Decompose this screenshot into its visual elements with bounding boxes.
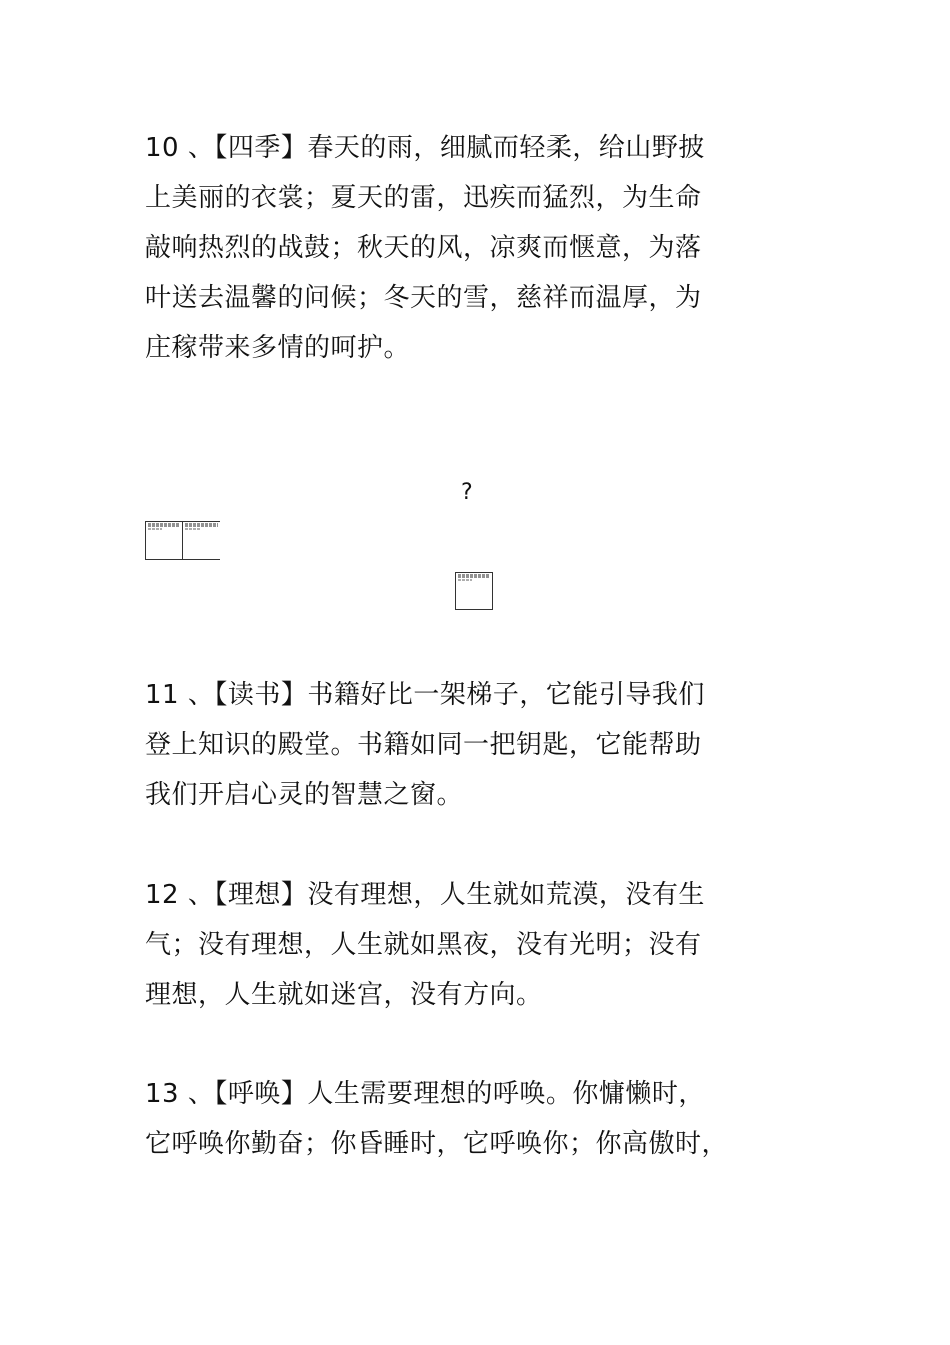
paragraph-11	[145, 670, 745, 820]
text-line: 13 、【呼唤】人生需要理想的呼唤。你慵懒时，	[145, 1079, 705, 1109]
thumbnail-text-mark	[458, 574, 490, 578]
paragraph-10	[145, 123, 745, 373]
text-line: 敲响热烈的战鼓；秋天的风，凉爽而惬意，为落	[145, 233, 702, 263]
thumbnail-box	[182, 521, 220, 560]
paragraph-12	[145, 870, 745, 1020]
text-line: 我们开启心灵的智慧之窗。	[145, 780, 464, 810]
thumbnail-box	[455, 572, 493, 610]
thumbnail-text-mark	[458, 579, 472, 581]
thumbnail-text-mark	[148, 528, 162, 530]
thumbnail-text-mark	[148, 523, 180, 527]
text-line: 叶送去温馨的问候；冬天的雪，慈祥而温厚，为	[145, 283, 702, 313]
question-mark: ?	[461, 480, 473, 505]
paragraph-13	[145, 1069, 745, 1169]
text-line: 上美丽的衣裳；夏天的雷，迅疾而猛烈，为生命	[145, 183, 702, 213]
thumbnail-text-mark	[185, 528, 200, 530]
thumbnail-box	[145, 521, 183, 560]
text-line: 登上知识的殿堂。书籍如同一把钥匙，它能帮助	[145, 730, 702, 760]
text-line: 它呼唤你勤奋；你昏睡时，它呼唤你；你高傲时，	[145, 1129, 729, 1159]
text-line: 庄稼带来多情的呵护。	[145, 333, 411, 363]
thumbnail-text-mark	[185, 523, 218, 527]
text-line: 理想，人生就如迷宫，没有方向。	[145, 980, 543, 1010]
text-line: 气；没有理想，人生就如黑夜，没有光明；没有	[145, 930, 702, 960]
text-line: 10 、【四季】春天的雨，细腻而轻柔，给山野披	[145, 133, 705, 163]
text-line: 12 、【理想】没有理想，人生就如荒漠，没有生	[145, 880, 705, 910]
text-line: 11 、【读书】书籍好比一架梯子，它能引导我们	[145, 680, 705, 710]
